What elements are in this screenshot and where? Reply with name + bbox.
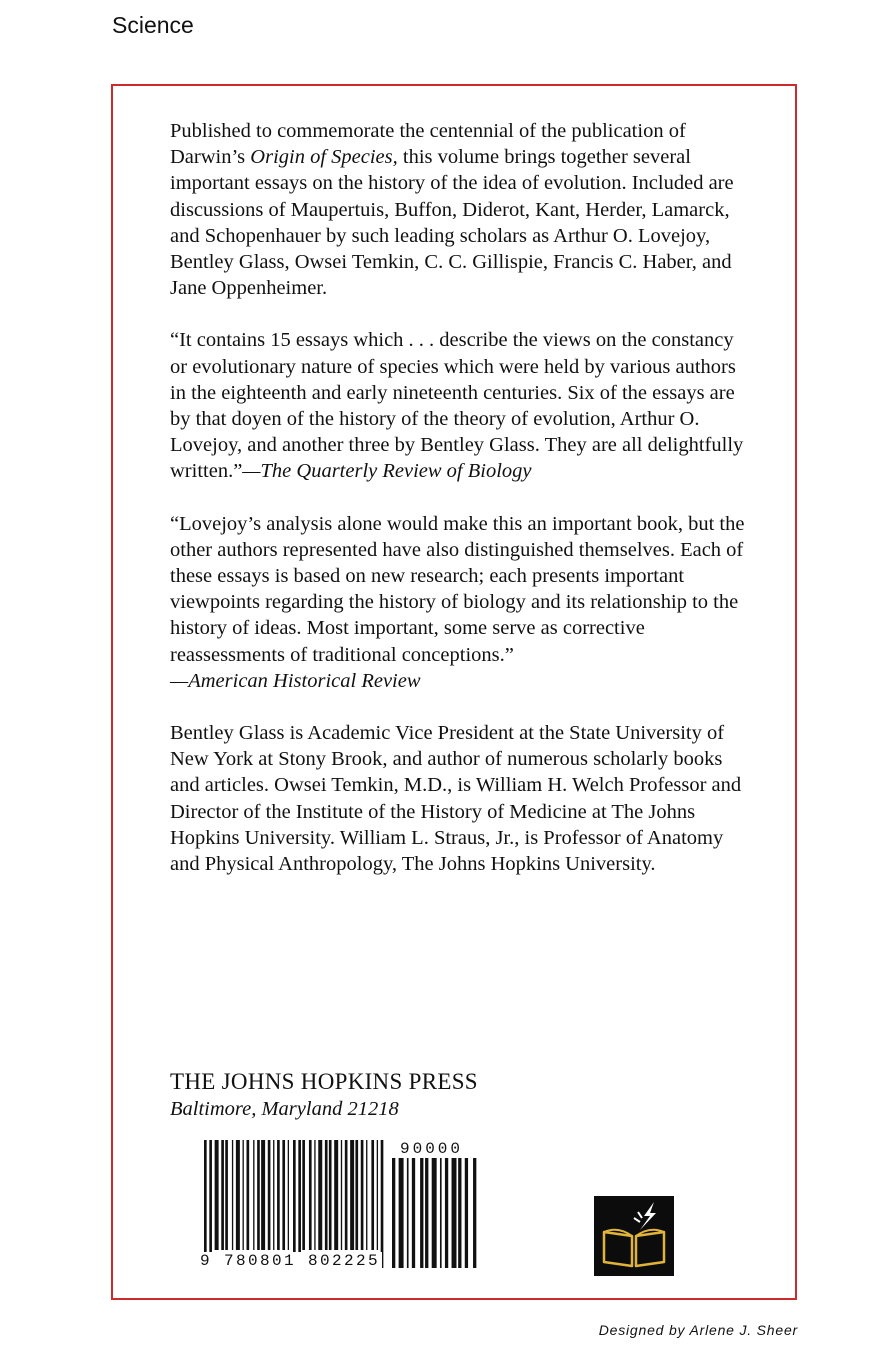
barcode-bar [473, 1158, 476, 1268]
barcode-bar [247, 1140, 250, 1250]
barcode-bar [236, 1140, 240, 1250]
barcode-bar [341, 1140, 342, 1250]
barcode-bar [377, 1140, 378, 1250]
barcode-bar [325, 1140, 328, 1250]
barcode-bar [345, 1140, 348, 1250]
review-quote-2-text: “Lovejoy’s analysis alone would make this an important book, but the other authors represented have also distinguished themselves. Each of these essays is based on new research; each presents important viewpoints regarding the history of biology and its relationship to the history of ideas. Most important, some serve as corrective reassessments of traditional conceptions.” [170, 512, 745, 666]
addon-digits: 90000 [400, 1140, 464, 1158]
price-addon-barcode [392, 1158, 478, 1268]
barcode-bar [309, 1140, 312, 1250]
review-quote-2-source: —American Historical Review [170, 669, 421, 692]
barcode-bar [302, 1140, 305, 1250]
open-book-lightning-icon [594, 1196, 674, 1276]
barcode-bar [432, 1158, 437, 1268]
barcode-bar [232, 1140, 233, 1250]
blurb-text [170, 118, 750, 903]
barcode-bar [452, 1158, 457, 1268]
barcode-bar [293, 1140, 296, 1268]
barcode-bar [209, 1140, 212, 1268]
barcode-bar [355, 1140, 358, 1250]
barcode-bar [225, 1140, 228, 1250]
barcode-bar [334, 1140, 338, 1250]
book-title: Origin of Species, [250, 146, 398, 169]
barcode-bar [261, 1140, 265, 1250]
category-label: Science [112, 12, 194, 38]
barcode-bar [361, 1140, 364, 1250]
barcode-bar [445, 1158, 448, 1268]
barcode-bar [318, 1140, 322, 1250]
review-quote-2 [170, 511, 750, 694]
publisher-block [170, 1068, 478, 1122]
barcode-bar [288, 1140, 289, 1250]
review-quote-1-text: “It contains 15 essays which . . . describe the views on the constancy or evolutionary nature of species which were held by various authors in the eighteenth and early nineteenth centuries. Six of the essays are by that doyen of the history of the theory of evolution, Arthur O. Lovejoy, and another three by Bentley Glass. They are all delightfully written.” [170, 329, 744, 483]
barcode-bar [243, 1140, 244, 1250]
barcode-bar [253, 1140, 254, 1250]
description-paragraph [170, 118, 750, 301]
barcode-bar [392, 1158, 395, 1268]
barcode-bar [282, 1140, 285, 1250]
barcode-bar [204, 1140, 207, 1268]
barcode-bar [407, 1158, 409, 1268]
barcode-bar [412, 1158, 415, 1268]
publisher-name: THE JOHNS HOPKINS PRESS [170, 1069, 478, 1094]
barcode-bar [277, 1140, 280, 1250]
barcode-bar [440, 1158, 442, 1268]
publisher-address: Baltimore, Maryland 21218 [170, 1098, 399, 1120]
description-text-end: this volume brings together several important essays on the history of the idea of evolution. Included are discussions of Maupertuis, Buffon, Diderot, Kant, Herder, Lamarck, and Schopenhauer by such leading scholars as Arthur O. Lovejoy, Bentley Glass, Owsei Temkin, C. C. Gillispie, Francis C. Haber, and Jane Oppenheimer. [170, 146, 734, 300]
isbn-digits: 9 780801 802225 [200, 1252, 381, 1270]
barcode-bar [458, 1158, 461, 1268]
editors-bio: Bentley Glass is Academic Vice President at the State University of New York at Stony Brook, and author of numerous scholarly books and articles. Owsei Temkin, M.D., is William H. Welch Professor and Director of the Institute of the History of Medicine at The Johns Hopkins University. William L. Straus, Jr., is Professor of Anatomy and Physical Anthropology, The Johns Hopkins University. [170, 722, 742, 876]
barcode-bar [381, 1140, 384, 1268]
barcode-bar [350, 1140, 354, 1250]
barcode-bar [371, 1140, 374, 1250]
barcode-bar [215, 1140, 219, 1250]
barcode-bar [257, 1140, 260, 1250]
review-quote-1-source: —The Quarterly Review of Biology [242, 460, 532, 483]
barcode-bar [268, 1140, 271, 1250]
barcode-bar [314, 1140, 315, 1250]
barcode-bar [298, 1140, 301, 1268]
barcode-bar [425, 1158, 428, 1268]
barcode-bar [329, 1140, 332, 1250]
publisher-logo [594, 1196, 674, 1276]
barcode-bar [273, 1140, 274, 1250]
barcode-bar [221, 1140, 224, 1250]
designer-credit: Designed by Arlene J. Sheer [598, 1322, 798, 1338]
barcode-bar [420, 1158, 423, 1268]
description-text-start: Published to commemorate the centennial of the publication of Darwin’s [170, 120, 686, 169]
barcode-bar [399, 1158, 404, 1268]
barcode-bar [465, 1158, 468, 1268]
review-quote-1 [170, 327, 750, 484]
barcode-bar [366, 1140, 367, 1250]
isbn-barcode [204, 1140, 386, 1268]
